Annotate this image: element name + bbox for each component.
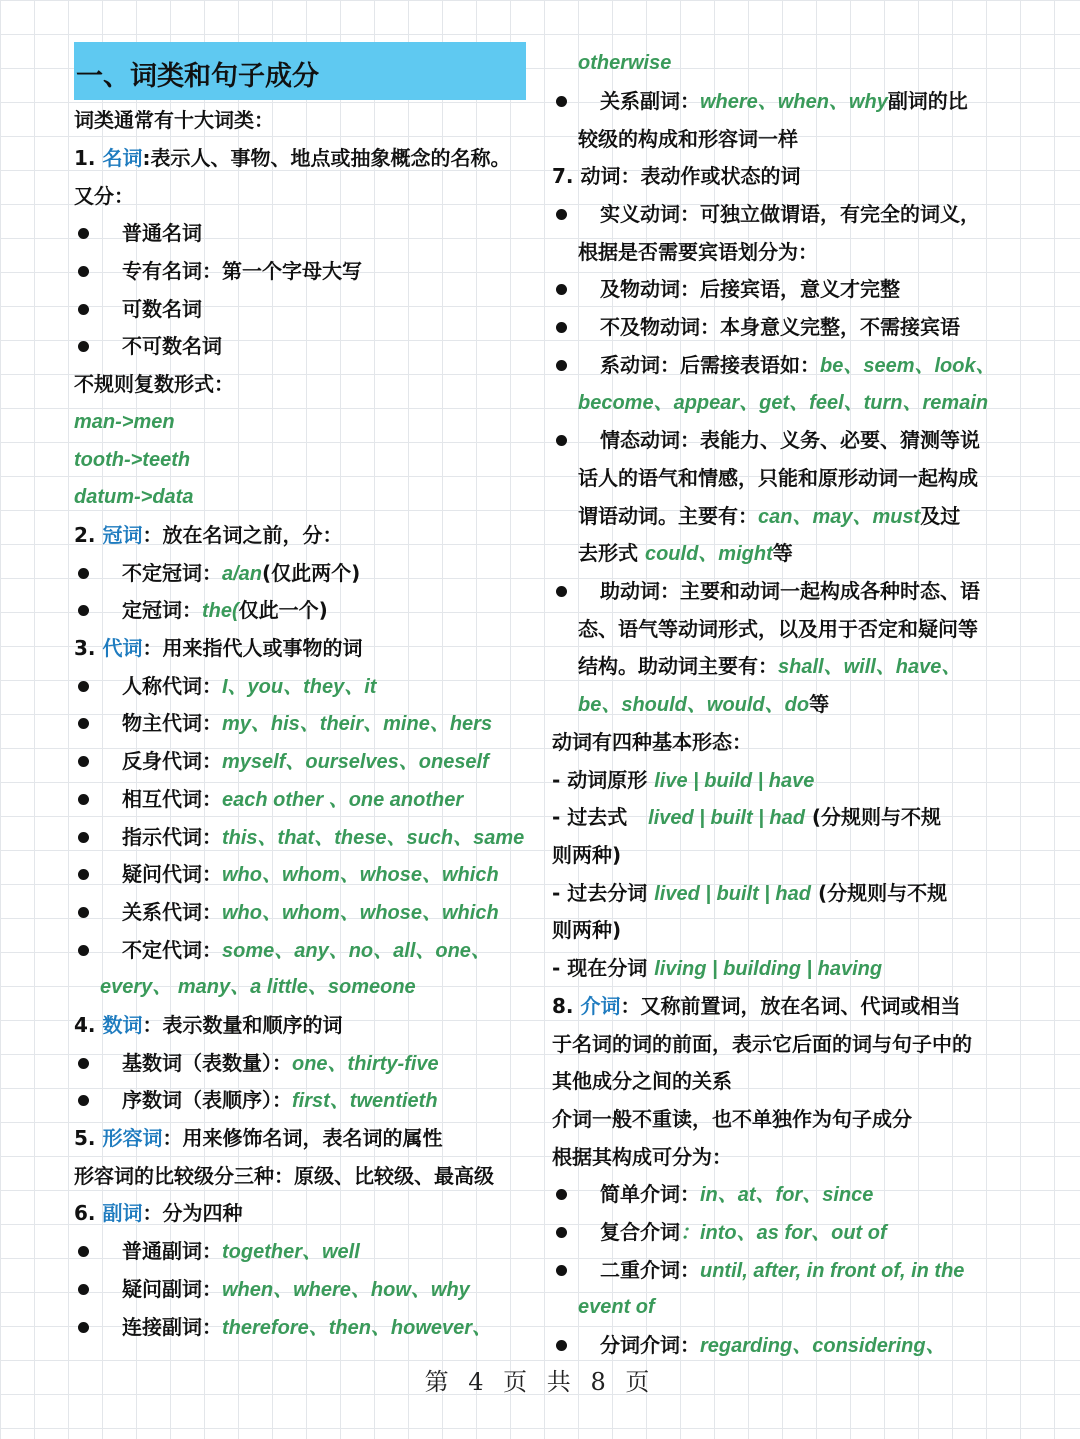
adjective-heading [74, 1119, 442, 1157]
item-note: 等 [809, 692, 830, 716]
example: be、seem、look、 [820, 355, 996, 377]
verb-form-row [552, 761, 814, 799]
item-note: 等 [772, 541, 793, 565]
example-continued: every、 many、a little、someone [100, 976, 416, 998]
example: living | building | having [654, 958, 883, 980]
definition: ：用来修饰名词，表名词的属性 [162, 1126, 443, 1150]
item-number: 2. [74, 523, 103, 547]
item-label: - 过去分词 [552, 881, 655, 905]
item-number: 5. [74, 1126, 103, 1150]
example: shall、will、have、 [778, 656, 962, 678]
item-label: - 过去式 [552, 805, 649, 829]
example: each other 、one another [222, 789, 464, 811]
text-line: 则两种) [552, 918, 622, 942]
text-line [552, 497, 960, 535]
example: who、whom、whose、which [222, 864, 499, 886]
example: when、where、how、why [222, 1279, 470, 1301]
example: my、his、their、mine、hers [222, 713, 493, 735]
keyword: 代词 [102, 636, 143, 660]
list-item: 不可数名词 [74, 327, 222, 365]
example: be、should、would、do [578, 694, 810, 716]
text-line: 于名词的词的前面，表示它后面的词与句子中的 [552, 1032, 972, 1056]
item-label: 序数词（表顺序）： [122, 1088, 292, 1112]
list-item: 实义动词：可独立做谓语，有完全的词义， [552, 195, 980, 233]
item-note: (仅此两个) [262, 561, 361, 585]
item-label: 疑问副词： [122, 1277, 222, 1301]
example: ：into、as for、out of [680, 1222, 887, 1244]
noun-heading [74, 139, 510, 177]
definition: ：表示数量和顺序的词 [142, 1013, 343, 1037]
example: together、well [222, 1241, 360, 1263]
example: lived | built | had [648, 807, 805, 829]
example: could、might [644, 543, 773, 565]
list-item [74, 1308, 492, 1346]
list-item [74, 742, 489, 780]
item-number: 3. [74, 636, 103, 660]
list-item [74, 818, 524, 856]
list-item: 专有名词：第一个字母大写 [74, 252, 362, 290]
list-item [74, 591, 328, 629]
item-note: 仅此一个) [238, 598, 328, 622]
example: one、thirty-five [292, 1053, 439, 1075]
example: some、any、no、all、one、 [222, 940, 491, 962]
list-item [552, 1251, 964, 1289]
list-item [74, 554, 360, 592]
text-line: 态、语气等动词形式，以及用于否定和疑问等 [578, 617, 978, 641]
item-label: 相互代词： [122, 787, 222, 811]
definition: :表示人、事物、地点或抽象概念的名称。 [142, 146, 511, 170]
list-item [74, 780, 463, 818]
list-item: 普通名词 [74, 214, 202, 252]
item-label: 连接副词： [122, 1315, 222, 1339]
text-line: 其他成分之间的关系 [552, 1069, 732, 1093]
list-item: 可数名词 [74, 290, 202, 328]
item-label: 结构。助动词主要有： [578, 654, 778, 678]
example-continued: otherwise [578, 52, 672, 74]
adjective-comparison: 形容词的比较级分三种：原级、比较级、最高级 [74, 1164, 494, 1188]
list-item [74, 1081, 438, 1119]
list-item: 及物动词：后接宾语，意义才完整 [552, 270, 900, 308]
list-item: 情态动词：表能力、义务、必要、猜测等说 [552, 421, 980, 459]
item-number: 8. [552, 994, 581, 1018]
example: live | build | have [654, 770, 815, 792]
item-label: 简单介词： [600, 1182, 700, 1206]
keyword: 冠词 [102, 523, 143, 547]
irregular-example: datum->data [74, 486, 194, 508]
numeral-heading [74, 1006, 342, 1044]
item-label: - 现在分词 [552, 956, 655, 980]
item-label: 系动词：后需接表语如： [600, 353, 820, 377]
verb-forms-intro: 动词有四种基本形态： [552, 730, 752, 754]
text-line: 根据其构成可分为： [552, 1145, 732, 1169]
list-item [74, 855, 499, 893]
article-heading [74, 516, 342, 554]
item-label: 谓语动词。主要有： [578, 504, 758, 528]
example: therefore、then、however、 [222, 1317, 493, 1339]
verb-form-row [552, 949, 882, 987]
item-label: - 动词原形 [552, 768, 655, 792]
text-line [552, 647, 961, 685]
example-continued: event of [578, 1296, 655, 1318]
item-number: 6. [74, 1201, 103, 1225]
item-note: 及过 [920, 504, 961, 528]
example: regarding、considering、 [700, 1335, 946, 1357]
item-label: 普通副词： [122, 1239, 222, 1263]
verb-form-row [552, 874, 947, 912]
verb-form-row [552, 798, 941, 836]
irregular-example: man->men [74, 411, 175, 433]
pronoun-heading [74, 629, 362, 667]
example: the( [202, 600, 239, 622]
example: can、may、must [758, 506, 921, 528]
item-note: (分规则与不规 [811, 881, 948, 905]
example: I、you、they、it [222, 676, 377, 698]
list-item [74, 704, 492, 742]
list-item [74, 931, 491, 969]
item-label: 二重介词： [600, 1258, 700, 1282]
example: in、at、for、since [700, 1184, 874, 1206]
item-label: 反身代词： [122, 749, 222, 773]
item-label: 疑问代词： [122, 862, 222, 886]
definition: ：分为四种 [142, 1201, 243, 1225]
item-note: (分规则与不规 [804, 805, 942, 829]
list-item [74, 667, 376, 705]
keyword: 介词 [580, 994, 621, 1018]
adverb-heading [74, 1194, 242, 1232]
item-note: 副词的比 [887, 89, 968, 113]
section-title-bar [74, 42, 526, 100]
example: where、when、why [700, 91, 888, 113]
keyword: 副词 [102, 1201, 143, 1225]
item-label: 复合介词 [600, 1220, 680, 1244]
list-item: 不及物动词：本身意义完整，不需接宾语 [552, 308, 960, 346]
text-line: 介词一般不重读，也不单独作为句子成分 [552, 1107, 912, 1131]
page-footer: 第 4 页 共 8 页 [424, 1368, 656, 1396]
example: first、twentieth [292, 1090, 438, 1112]
keyword: 名词 [102, 146, 143, 170]
definition: ：用来指代人或事物的词 [142, 636, 363, 660]
list-item [74, 1232, 360, 1270]
example: a/an [222, 563, 263, 585]
item-label: 物主代词： [122, 711, 222, 735]
noun-subheading: 又分： [74, 184, 134, 208]
item-label: 定冠词： [122, 598, 202, 622]
item-label: 去形式 [578, 541, 645, 565]
list-item [74, 893, 499, 931]
list-item [552, 1213, 887, 1251]
item-label: 分词介词： [600, 1333, 700, 1357]
item-label: 人称代词： [122, 674, 222, 698]
irregular-label: 不规则复数形式： [74, 372, 234, 396]
section-title: 一、词类和句子成分 [76, 61, 319, 92]
list-item [74, 1044, 439, 1082]
definition: ：放在名词之前，分： [142, 523, 343, 547]
example: who、whom、whose、which [222, 902, 499, 924]
example: until, after, in front of, in the [700, 1260, 965, 1282]
keyword: 数词 [102, 1013, 143, 1037]
text-line: 则两种) [552, 843, 622, 867]
list-item [74, 1270, 470, 1308]
example: myself、ourselves、oneself [222, 751, 489, 773]
text-line: 根据是否需要宾语划分为： [578, 240, 818, 264]
text-line: 话人的语气和情感，只能和原形动词一起构成 [578, 466, 978, 490]
item-label: 基数词（表数量）： [122, 1051, 292, 1075]
list-item [552, 82, 968, 120]
item-number: 1. [74, 146, 103, 170]
text-line: 较级的构成和形容词一样 [578, 127, 798, 151]
item-number: 4. [74, 1013, 103, 1037]
example: lived | built | had [654, 883, 811, 905]
list-item [552, 1326, 946, 1364]
text-line [552, 685, 829, 723]
item-label: 不定代词： [122, 938, 222, 962]
example: this、that、these、such、same [222, 827, 525, 849]
list-item: 助动词：主要和动词一起构成各种时态、语 [552, 572, 980, 610]
keyword: 形容词 [102, 1126, 163, 1150]
item-label: 指示代词： [122, 825, 222, 849]
item-label: 关系副词： [600, 89, 700, 113]
preposition-heading [552, 987, 960, 1025]
item-label: 关系代词： [122, 900, 222, 924]
item-label: 不定冠词： [122, 561, 222, 585]
example-continued: become、appear、get、feel、turn、remain [578, 392, 989, 414]
definition: ：又称前置词，放在名词、代词或相当 [620, 994, 961, 1018]
list-item [552, 1175, 873, 1213]
list-item [552, 346, 996, 384]
irregular-example: tooth->teeth [74, 449, 191, 471]
verb-heading: 7. 动词：表动作或状态的词 [552, 164, 801, 188]
intro-line: 词类通常有十大词类： [74, 108, 274, 132]
text-line [552, 534, 793, 572]
